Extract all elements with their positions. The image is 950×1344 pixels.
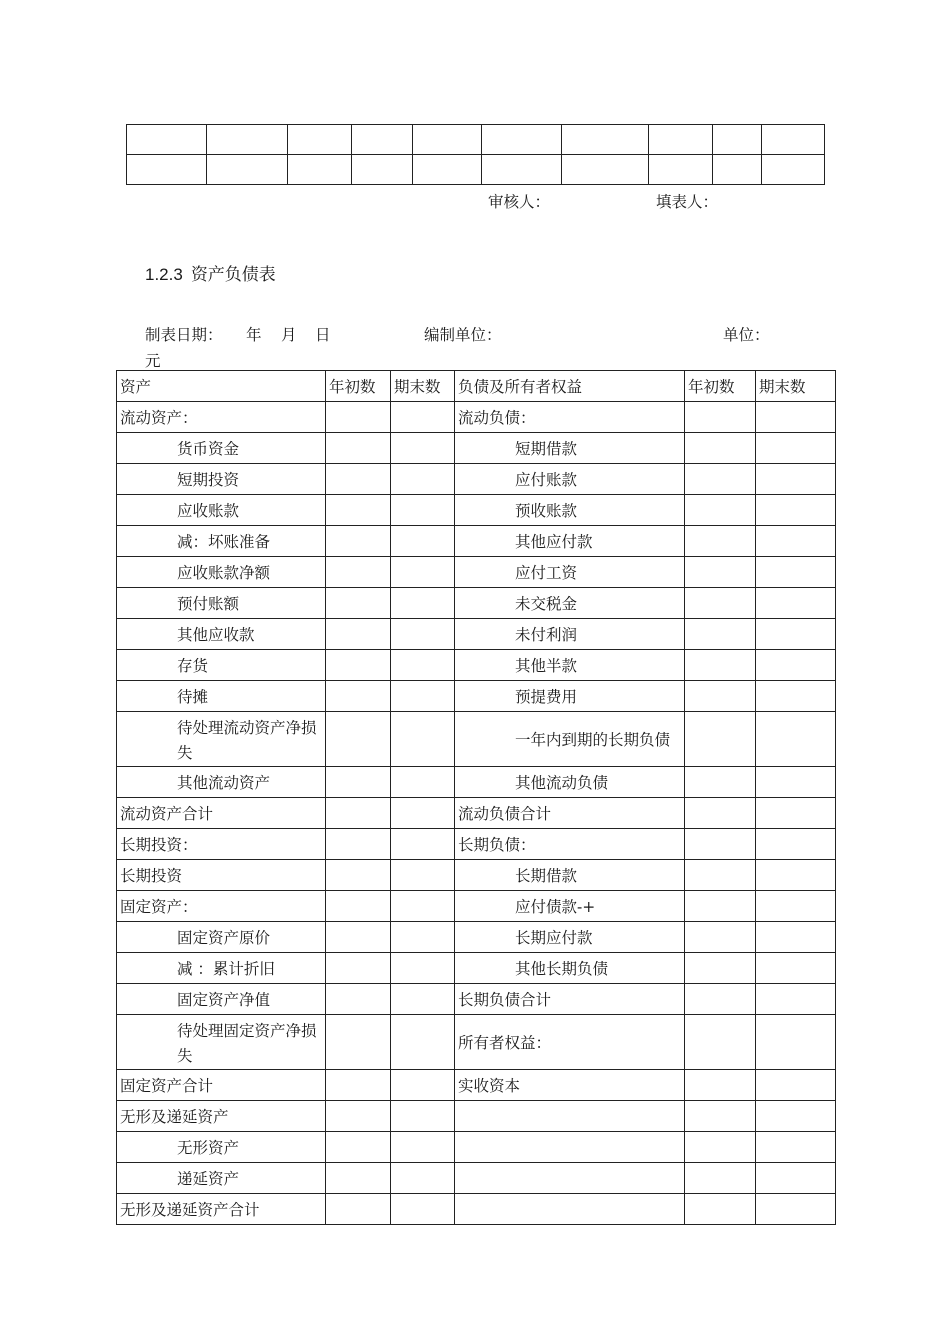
liab-end-cell[interactable]: [756, 526, 836, 557]
asset-begin-cell[interactable]: [326, 712, 391, 767]
liab-end-cell[interactable]: [756, 619, 836, 650]
liab-end-cell[interactable]: [756, 891, 836, 922]
top-table-row: [127, 155, 825, 185]
asset-end-cell[interactable]: [391, 767, 455, 798]
asset-end-cell[interactable]: [391, 650, 455, 681]
asset-begin-cell[interactable]: [326, 860, 391, 891]
liab-begin-cell[interactable]: [685, 464, 756, 495]
liab-begin-cell[interactable]: [685, 712, 756, 767]
table-row: [117, 953, 836, 984]
table-row: [117, 1163, 836, 1194]
liab-end-cell[interactable]: [756, 402, 836, 433]
asset-begin-cell[interactable]: [326, 767, 391, 798]
asset-begin-cell[interactable]: [326, 650, 391, 681]
asset-label: 固定资产原价: [117, 922, 326, 953]
table-row: [117, 891, 836, 922]
asset-label: 待摊: [117, 681, 326, 712]
table-row: [117, 526, 836, 557]
table-row: [117, 588, 836, 619]
liability-label: 其他应付款: [455, 526, 685, 557]
liability-label: 其他半款: [455, 650, 685, 681]
asset-end-cell[interactable]: [391, 433, 455, 464]
liab-begin-cell[interactable]: [685, 1101, 756, 1132]
liability-label: 长期负债：: [455, 829, 685, 860]
liability-label: 流动负债合计: [455, 798, 685, 829]
asset-label: 其他流动资产: [117, 767, 326, 798]
liab-end-cell[interactable]: [756, 1132, 836, 1163]
liab-end-cell[interactable]: [756, 433, 836, 464]
asset-label: 无形及递延资产: [117, 1101, 326, 1132]
header-liabilities: 负债及所有者权益: [455, 371, 685, 402]
table-row: [117, 767, 836, 798]
liability-label: 未付利润: [455, 619, 685, 650]
liab-end-cell[interactable]: [756, 1194, 836, 1225]
asset-begin-cell[interactable]: [326, 1070, 391, 1101]
asset-end-cell[interactable]: [391, 984, 455, 1015]
liability-label: 应付工资: [455, 557, 685, 588]
liab-end-cell[interactable]: [756, 464, 836, 495]
liab-end-cell[interactable]: [756, 1015, 836, 1070]
liab-end-cell[interactable]: [756, 681, 836, 712]
asset-end-cell[interactable]: [391, 1101, 455, 1132]
asset-label: 待处理流动资产净损失: [117, 712, 326, 767]
liab-begin-cell[interactable]: [685, 984, 756, 1015]
liab-end-cell[interactable]: [756, 588, 836, 619]
asset-begin-cell[interactable]: [326, 953, 391, 984]
date-label: 制表日期：: [145, 326, 223, 344]
asset-label: 应收账款: [117, 495, 326, 526]
asset-label: 减：坏账准备: [117, 526, 326, 557]
asset-label: 其他应收款: [117, 619, 326, 650]
asset-end-cell[interactable]: [391, 402, 455, 433]
liab-end-cell[interactable]: [756, 1163, 836, 1194]
liability-label: 实收资本: [455, 1070, 685, 1101]
header-row: [117, 371, 836, 402]
asset-begin-cell[interactable]: [326, 1194, 391, 1225]
unit-value: 元: [145, 352, 161, 370]
liab-begin-cell[interactable]: [685, 557, 756, 588]
liability-label: [455, 1101, 685, 1132]
asset-label: 固定资产净值: [117, 984, 326, 1015]
header-assets-begin: 年初数: [326, 371, 391, 402]
table-row: [117, 984, 836, 1015]
asset-label: 长期投资：: [117, 829, 326, 860]
asset-end-cell[interactable]: [391, 798, 455, 829]
asset-label: 无形及递延资产合计: [117, 1194, 326, 1225]
table-row: [117, 619, 836, 650]
liability-label: 其他流动负债: [455, 767, 685, 798]
liab-begin-cell[interactable]: [685, 1015, 756, 1070]
liability-label: 预收账款: [455, 495, 685, 526]
table-row: [117, 860, 836, 891]
liab-begin-cell[interactable]: [685, 526, 756, 557]
liab-begin-cell[interactable]: [685, 433, 756, 464]
liab-begin-cell[interactable]: [685, 1132, 756, 1163]
liab-end-cell[interactable]: [756, 798, 836, 829]
asset-label: 无形资产: [117, 1132, 326, 1163]
asset-end-cell[interactable]: [391, 829, 455, 860]
date-day: 日: [315, 326, 331, 344]
liab-end-cell[interactable]: [756, 922, 836, 953]
liability-label: [455, 1132, 685, 1163]
table-row: [117, 829, 836, 860]
asset-end-cell[interactable]: [391, 495, 455, 526]
liab-begin-cell[interactable]: [685, 891, 756, 922]
asset-begin-cell[interactable]: [326, 984, 391, 1015]
table-row: [117, 922, 836, 953]
asset-label: 存货: [117, 650, 326, 681]
table-row: [117, 495, 836, 526]
liab-begin-cell[interactable]: [685, 860, 756, 891]
date-month: 月: [281, 326, 297, 344]
asset-end-cell[interactable]: [391, 619, 455, 650]
section-number: 1.2.3: [145, 265, 183, 284]
liab-end-cell[interactable]: [756, 495, 836, 526]
asset-label: 流动资产合计: [117, 798, 326, 829]
table-row: [117, 433, 836, 464]
table-row: [117, 557, 836, 588]
liab-end-cell[interactable]: [756, 767, 836, 798]
preparer-label: 填表人：: [656, 193, 719, 211]
liab-begin-cell[interactable]: [685, 1163, 756, 1194]
liability-label: 其他长期负债: [455, 953, 685, 984]
asset-begin-cell[interactable]: [326, 681, 391, 712]
liability-label: 所有者权益：: [455, 1015, 685, 1070]
liability-label: 一年内到期的长期负债: [455, 712, 685, 767]
table-row: [117, 1101, 836, 1132]
asset-begin-cell[interactable]: [326, 1101, 391, 1132]
liab-end-cell[interactable]: [756, 1070, 836, 1101]
reviewer-label: 审核人：: [488, 193, 551, 211]
asset-begin-cell[interactable]: [326, 495, 391, 526]
table-row: [117, 1015, 836, 1070]
unit-label: 单位：: [723, 326, 770, 344]
asset-end-cell[interactable]: [391, 464, 455, 495]
table-row: [117, 1194, 836, 1225]
asset-end-cell[interactable]: [391, 526, 455, 557]
asset-label: 待处理固定资产净损失: [117, 1015, 326, 1070]
liab-begin-cell[interactable]: [685, 681, 756, 712]
table-row: [117, 464, 836, 495]
liability-label: 长期负债合计: [455, 984, 685, 1015]
asset-begin-cell[interactable]: [326, 433, 391, 464]
liab-begin-cell[interactable]: [685, 922, 756, 953]
balance-sheet-body: [117, 402, 836, 1225]
liab-begin-cell[interactable]: [685, 619, 756, 650]
asset-end-cell[interactable]: [391, 681, 455, 712]
liab-begin-cell[interactable]: [685, 495, 756, 526]
section-title: 资产负债表: [190, 265, 276, 285]
liab-end-cell[interactable]: [756, 712, 836, 767]
asset-begin-cell[interactable]: [326, 1163, 391, 1194]
liability-label: 预提费用: [455, 681, 685, 712]
asset-begin-cell[interactable]: [326, 1132, 391, 1163]
table-row: [117, 681, 836, 712]
table-row: [117, 650, 836, 681]
asset-label: 货币资金: [117, 433, 326, 464]
table-row: [117, 798, 836, 829]
table-row: [117, 1070, 836, 1101]
asset-begin-cell[interactable]: [326, 402, 391, 433]
asset-label: 减 ：累计折旧: [117, 953, 326, 984]
liab-end-cell[interactable]: [756, 650, 836, 681]
asset-end-cell[interactable]: [391, 1015, 455, 1070]
liab-end-cell[interactable]: [756, 1101, 836, 1132]
asset-end-cell[interactable]: [391, 557, 455, 588]
asset-end-cell[interactable]: [391, 860, 455, 891]
asset-label: 流动资产：: [117, 402, 326, 433]
asset-begin-cell[interactable]: [326, 798, 391, 829]
liab-end-cell[interactable]: [756, 829, 836, 860]
top-blank-table: [126, 124, 825, 185]
asset-begin-cell[interactable]: [326, 1015, 391, 1070]
liab-begin-cell[interactable]: [685, 650, 756, 681]
liability-label: 未交税金: [455, 588, 685, 619]
asset-end-cell[interactable]: [391, 1132, 455, 1163]
liab-begin-cell[interactable]: [685, 1194, 756, 1225]
table-row: [117, 402, 836, 433]
liab-begin-cell[interactable]: [685, 767, 756, 798]
table-row: [117, 1132, 836, 1163]
asset-begin-cell[interactable]: [326, 922, 391, 953]
liab-end-cell[interactable]: [756, 984, 836, 1015]
liability-label: 流动负债：: [455, 402, 685, 433]
liability-label: 长期应付款: [455, 922, 685, 953]
header-assets: 资产: [117, 371, 326, 402]
balance-sheet-table: [116, 370, 836, 1225]
asset-end-cell[interactable]: [391, 891, 455, 922]
header-liab-begin: 年初数: [685, 371, 756, 402]
asset-label: 应收账款净额: [117, 557, 326, 588]
asset-label: 固定资产：: [117, 891, 326, 922]
header-assets-end: 期末数: [391, 371, 455, 402]
asset-begin-cell[interactable]: [326, 464, 391, 495]
asset-begin-cell[interactable]: [326, 588, 391, 619]
asset-end-cell[interactable]: [391, 953, 455, 984]
asset-end-cell[interactable]: [391, 588, 455, 619]
liability-label: 应付账款: [455, 464, 685, 495]
asset-begin-cell[interactable]: [326, 619, 391, 650]
date-year: 年: [246, 326, 262, 344]
asset-end-cell[interactable]: [391, 1194, 455, 1225]
asset-label: 短期投资: [117, 464, 326, 495]
liab-begin-cell[interactable]: [685, 953, 756, 984]
liability-label: 应付债款-+: [455, 891, 685, 922]
asset-begin-cell[interactable]: [326, 891, 391, 922]
liability-label: [455, 1194, 685, 1225]
liability-label: 短期借款: [455, 433, 685, 464]
asset-begin-cell[interactable]: [326, 557, 391, 588]
section-heading: [145, 260, 276, 285]
org-label: 编制单位：: [424, 326, 502, 344]
liab-begin-cell[interactable]: [685, 829, 756, 860]
asset-end-cell[interactable]: [391, 922, 455, 953]
liab-begin-cell[interactable]: [685, 588, 756, 619]
asset-label: 预付账额: [117, 588, 326, 619]
liab-end-cell[interactable]: [756, 953, 836, 984]
liab-begin-cell[interactable]: [685, 402, 756, 433]
asset-begin-cell[interactable]: [326, 829, 391, 860]
asset-end-cell[interactable]: [391, 1163, 455, 1194]
asset-begin-cell[interactable]: [326, 526, 391, 557]
top-table-row: [127, 125, 825, 155]
asset-end-cell[interactable]: [391, 712, 455, 767]
liability-label: 长期借款: [455, 860, 685, 891]
asset-label: 递延资产: [117, 1163, 326, 1194]
liab-begin-cell[interactable]: [685, 1070, 756, 1101]
table-row: [117, 712, 836, 767]
header-liab-end: 期末数: [756, 371, 836, 402]
liab-end-cell[interactable]: [756, 557, 836, 588]
asset-end-cell[interactable]: [391, 1070, 455, 1101]
liab-begin-cell[interactable]: [685, 798, 756, 829]
liab-end-cell[interactable]: [756, 860, 836, 891]
asset-label: 固定资产合计: [117, 1070, 326, 1101]
liability-label: [455, 1163, 685, 1194]
asset-label: 长期投资: [117, 860, 326, 891]
